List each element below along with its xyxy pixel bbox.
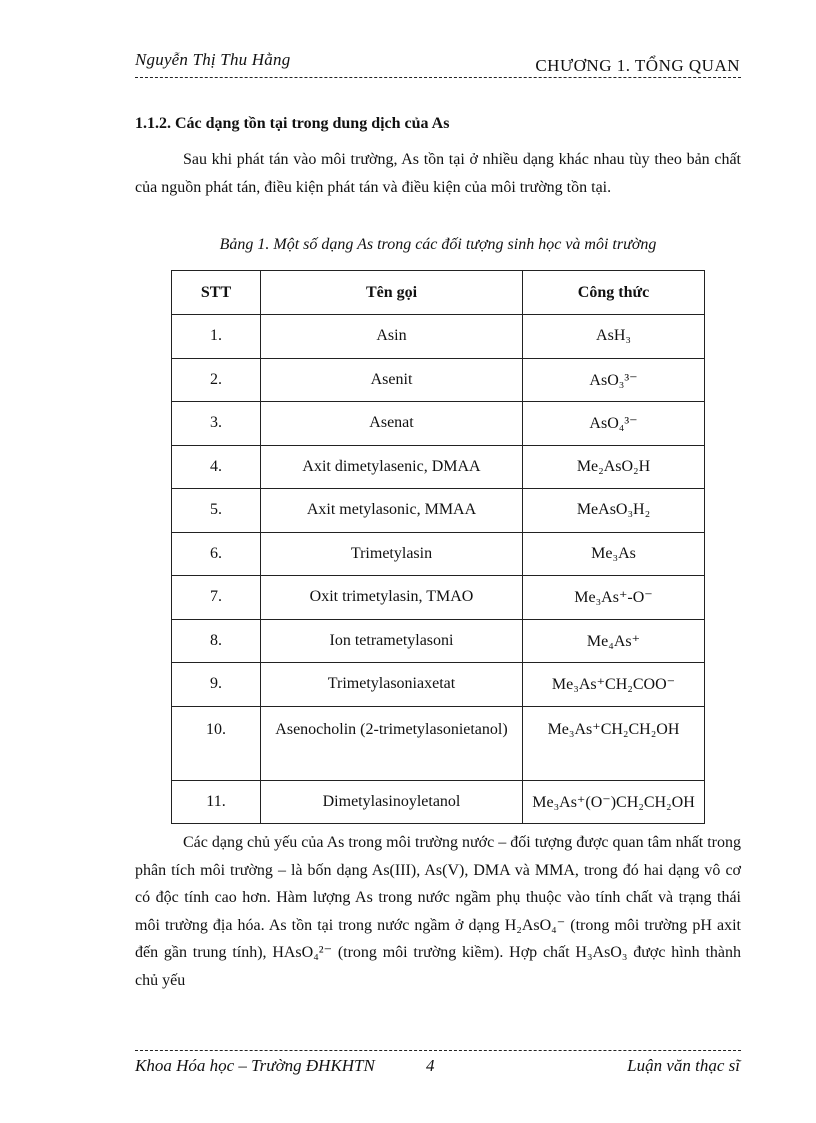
table-row xyxy=(172,445,705,489)
cell-name: Trimetylasoniaxetat xyxy=(261,663,523,707)
header-name: Tên gọi xyxy=(261,271,523,315)
cell-stt: 2. xyxy=(172,358,261,402)
cell-formula: Me₃As⁺CH₂COO⁻ xyxy=(523,663,705,707)
cell-name: Asenat xyxy=(261,402,523,446)
table-row xyxy=(172,780,705,824)
table-row xyxy=(172,532,705,576)
section-heading: 1.1.2. Các dạng tồn tại trong dung dịch của As xyxy=(135,115,450,132)
cell-name: Trimetylasin xyxy=(261,532,523,576)
cell-name: Asenocholin (2-trimetylasonietanol) xyxy=(261,706,523,780)
cell-formula: Me₄As⁺ xyxy=(523,619,705,663)
cell-formula: Me₃As⁺CH₂CH₂OH xyxy=(523,706,705,780)
cell-name: Axit metylasonic, MMAA xyxy=(261,489,523,533)
intro-paragraph: Sau khi phát tán vào môi trường, As tồn tại ở nhiều dạng khác nhau tùy theo bản chất của nguồn phát tán, điều kiện phát tán và điều kiện của môi trường tồn tại. xyxy=(135,151,741,196)
footer-page-number: 4 xyxy=(426,1056,435,1075)
cell-formula: AsO₃³⁻ xyxy=(523,358,705,402)
cell-stt: 4. xyxy=(172,445,261,489)
cell-name: Axit dimetylasenic, DMAA xyxy=(261,445,523,489)
header-author: Nguyễn Thị Thu Hằng xyxy=(135,50,291,69)
table-row xyxy=(172,315,705,359)
cell-formula: Me₃As⁺-O⁻ xyxy=(523,576,705,620)
cell-formula: MeAsO₃H₂ xyxy=(523,489,705,533)
footer-rule xyxy=(135,1050,741,1051)
table-header-row xyxy=(172,271,705,315)
table-row xyxy=(172,576,705,620)
cell-name: Ion tetrametylasoni xyxy=(261,619,523,663)
table-row xyxy=(172,706,705,780)
table-row xyxy=(172,619,705,663)
cell-name: Asenit xyxy=(261,358,523,402)
cell-stt: 11. xyxy=(172,780,261,824)
cell-stt: 1. xyxy=(172,315,261,359)
cell-name: Asin xyxy=(261,315,523,359)
cell-formula: Me₃As xyxy=(523,532,705,576)
cell-name: Oxit trimetylasin, TMAO xyxy=(261,576,523,620)
cell-stt: 6. xyxy=(172,532,261,576)
cell-name: Dimetylasinoyletanol xyxy=(261,780,523,824)
cell-stt: 9. xyxy=(172,663,261,707)
cell-formula: AsH₃ xyxy=(523,315,705,359)
arsenic-forms-table xyxy=(171,270,705,824)
header-rule xyxy=(135,77,741,78)
table-row xyxy=(172,402,705,446)
footer-faculty: Khoa Hóa học – Trường ĐHKHTN xyxy=(135,1056,375,1075)
cell-stt: 8. xyxy=(172,619,261,663)
cell-formula: AsO₄³⁻ xyxy=(523,402,705,446)
table-row xyxy=(172,489,705,533)
header-formula: Công thức xyxy=(523,271,705,315)
table-row xyxy=(172,358,705,402)
cell-stt: 5. xyxy=(172,489,261,533)
table-caption: Bảng 1. Một số dạng As trong các đối tượng sinh học và môi trường xyxy=(219,236,657,253)
cell-stt: 7. xyxy=(172,576,261,620)
cell-stt: 3. xyxy=(172,402,261,446)
body-paragraph: Các dạng chủ yếu của As trong môi trường nước – đối tượng được quan tâm nhất trong phân tích môi trường – là bốn dạng As(III), As(V), DMA và MMA, trong đó hai dạng vô cơ có độc tính cao hơn. Hàm lượng As trong nước ngầm phụ thuộc vào tính chất và trạng thái môi trường địa hóa. As tồn tại trong nước ngầm ở dạng H₂AsO₄⁻ (trong môi trường pH axit đến gần trung tính), HAsO₄²⁻ (trong môi trường kiềm). Hợp chất H₃AsO₃ được hình thành chủ yếu xyxy=(135,834,741,989)
table-row xyxy=(172,663,705,707)
cell-formula: Me₃As⁺(O⁻)CH₂CH₂OH xyxy=(523,780,705,824)
cell-formula: Me₂AsO₂H xyxy=(523,445,705,489)
header-stt: STT xyxy=(172,271,261,315)
cell-stt: 10. xyxy=(172,706,261,780)
footer-thesis-type: Luận văn thạc sĩ xyxy=(627,1056,740,1075)
header-chapter: CHƯƠNG 1. TỔNG QUAN xyxy=(535,56,740,75)
